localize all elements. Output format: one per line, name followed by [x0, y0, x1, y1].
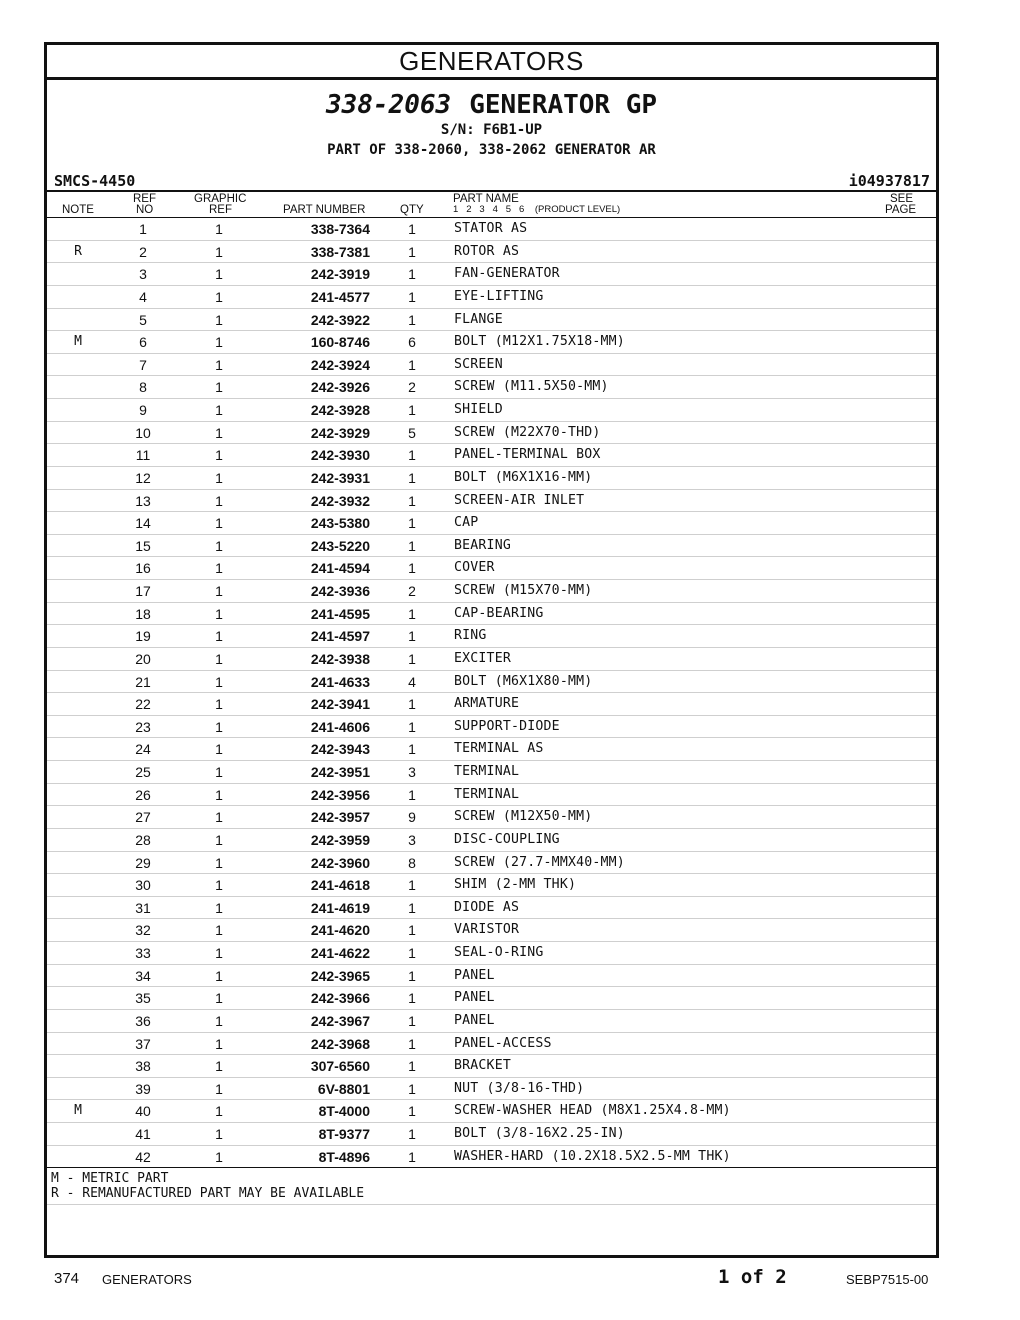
- table-row: [47, 263, 936, 286]
- graphic-ref: 1: [215, 831, 223, 848]
- table-row: [47, 603, 936, 626]
- graphic-ref: 1: [215, 492, 223, 509]
- ref-number: 12: [135, 469, 151, 486]
- quantity: 1: [408, 1035, 416, 1052]
- ref-number: 28: [135, 831, 151, 848]
- quantity: 1: [408, 922, 416, 939]
- table-row: [47, 490, 936, 513]
- table-row: [47, 806, 936, 829]
- ref-number: 15: [135, 537, 151, 554]
- quantity: 1: [408, 1058, 416, 1075]
- table-row: [47, 1123, 936, 1146]
- graphic-ref: 1: [215, 1012, 223, 1029]
- table-row: [47, 761, 936, 784]
- graphic-ref: 1: [215, 945, 223, 961]
- ref-number: 2: [139, 243, 147, 260]
- quantity: 1: [408, 1080, 416, 1097]
- part-number: 160-8746: [310, 334, 370, 351]
- part-name: FAN-GENERATOR: [454, 266, 560, 282]
- graphic-ref: 1: [215, 1103, 223, 1120]
- graphic-ref: 1: [215, 515, 223, 532]
- graphic-ref: 1: [215, 334, 223, 351]
- part-number: 241-4618: [310, 877, 370, 894]
- table-row: [47, 399, 936, 422]
- legend-metric: M - METRIC PART: [51, 1171, 169, 1187]
- part-number: 243-5220: [310, 537, 370, 554]
- quantity: 1: [408, 469, 416, 486]
- quantity: 8: [408, 854, 416, 871]
- part-name: CAP: [454, 515, 479, 531]
- ref-number: 7: [139, 356, 147, 373]
- graphic-ref: 1: [215, 1035, 223, 1052]
- quantity: 2: [408, 583, 416, 599]
- graphic-ref: 1: [215, 311, 223, 328]
- ref-number: 33: [135, 945, 151, 961]
- table-row: [47, 1146, 936, 1169]
- quantity: 1: [408, 1126, 416, 1142]
- table-row: [47, 897, 936, 920]
- graphic-ref: 1: [215, 741, 223, 758]
- ref-number: 27: [135, 809, 151, 826]
- page-footer: [0, 1264, 1020, 1294]
- parts-page-frame: [44, 42, 939, 1258]
- part-name: SCREW-WASHER HEAD (M8X1.25X4.8-MM): [454, 1103, 731, 1119]
- part-name: PANEL-TERMINAL BOX: [454, 447, 601, 463]
- ref-number: 10: [135, 424, 151, 441]
- part-name: COVER: [454, 560, 495, 576]
- graphic-ref: 1: [215, 718, 223, 735]
- part-name: BOLT (M6X1X80-MM): [454, 673, 593, 689]
- quantity: 1: [408, 537, 416, 554]
- quantity: 1: [408, 402, 416, 418]
- part-name: VARISTOR: [454, 922, 520, 938]
- part-name: CAP-BEARING: [454, 605, 544, 621]
- quantity: 1: [408, 605, 416, 622]
- part-name: TERMINAL AS: [454, 741, 544, 757]
- part-number: 242-3943: [310, 741, 370, 758]
- part-note: M: [74, 1103, 82, 1119]
- ref-number: 35: [135, 990, 151, 1007]
- part-name: SCREW (27.7-MMX40-MM): [454, 854, 625, 870]
- quantity: 1: [408, 945, 416, 961]
- part-number: 242-3936: [310, 583, 370, 599]
- part-name: PANEL: [454, 990, 495, 1006]
- graphic-ref: 1: [215, 583, 223, 599]
- part-name: SCREW (M22X70-THD): [454, 424, 601, 440]
- part-number: 338-7364: [310, 221, 370, 237]
- quantity: 9: [408, 809, 416, 826]
- part-number: 242-3966: [310, 990, 370, 1007]
- ref-number: 38: [135, 1058, 151, 1075]
- graphic-ref: 1: [215, 266, 223, 283]
- part-name: BEARING: [454, 537, 511, 553]
- table-row: [47, 738, 936, 761]
- table-row: [47, 852, 936, 875]
- quantity: 1: [408, 311, 416, 328]
- part-name: FLANGE: [454, 311, 503, 327]
- ref-number: 30: [135, 877, 151, 894]
- quantity: 5: [408, 424, 416, 441]
- graphic-ref: 1: [215, 922, 223, 939]
- ref-number: 37: [135, 1035, 151, 1052]
- part-note: M: [74, 334, 82, 350]
- ref-number: 42: [135, 1148, 151, 1165]
- table-row: [47, 693, 936, 716]
- part-name: BOLT (3/8-16X2.25-IN): [454, 1126, 625, 1141]
- table-row: [47, 1010, 936, 1033]
- table-row: [47, 286, 936, 309]
- part-number: 8T-4896: [318, 1148, 370, 1165]
- table-row: [47, 716, 936, 739]
- quantity: 3: [408, 764, 416, 780]
- table-row: [47, 467, 936, 490]
- part-name: DISC-COUPLING: [454, 831, 560, 847]
- graphic-ref: 1: [215, 854, 223, 871]
- table-row: [47, 535, 936, 558]
- header-part-number: PART NUMBER: [283, 204, 366, 216]
- group-title-block: [47, 80, 936, 160]
- quantity: 1: [408, 447, 416, 464]
- graphic-ref: 1: [215, 560, 223, 577]
- part-name: PANEL: [454, 1012, 495, 1028]
- table-row: [47, 1078, 936, 1101]
- graphic-ref: 1: [215, 1148, 223, 1165]
- part-number: 307-6560: [310, 1058, 370, 1075]
- graphic-ref: 1: [215, 221, 223, 237]
- table-row: [47, 354, 936, 377]
- part-name: RING: [454, 628, 487, 644]
- group-heading: [47, 90, 936, 120]
- footer-page-count: 1 of 2: [718, 1266, 787, 1288]
- graphic-ref: 1: [215, 967, 223, 984]
- part-number: 241-4597: [310, 628, 370, 645]
- table-row: [47, 874, 936, 897]
- section-title: GENERATORS: [47, 45, 936, 80]
- quantity: 1: [408, 741, 416, 758]
- ref-number: 32: [135, 922, 151, 939]
- footer-doc-number: SEBP7515-00: [846, 1272, 929, 1287]
- header-see-top: SEE: [890, 193, 914, 205]
- quantity: 2: [408, 379, 416, 396]
- quantity: 1: [408, 967, 416, 984]
- table-row: [47, 625, 936, 648]
- part-number: 241-4594: [310, 560, 370, 577]
- part-name: SHIM (2-MM THK): [454, 877, 577, 893]
- part-of-line: PART OF 338-2060, 338-2062 GENERATOR AR: [327, 142, 656, 158]
- quantity: 1: [408, 356, 416, 373]
- graphic-ref: 1: [215, 537, 223, 554]
- identifier-row: [47, 170, 936, 190]
- graphic-ref: 1: [215, 990, 223, 1007]
- graphic-ref: 1: [215, 288, 223, 305]
- ref-number: 26: [135, 786, 151, 803]
- part-number: 242-3941: [310, 696, 370, 713]
- part-name: PANEL-ACCESS: [454, 1035, 552, 1051]
- ref-number: 22: [135, 696, 151, 713]
- part-note: R: [74, 243, 82, 259]
- graphic-ref: 1: [215, 696, 223, 713]
- header-graphic-bottom: REF: [209, 204, 232, 216]
- part-name: SHIELD: [454, 402, 503, 417]
- part-number: 242-3959: [310, 831, 370, 848]
- quantity: 1: [408, 266, 416, 283]
- ref-number: 19: [135, 628, 151, 645]
- quantity: 6: [408, 334, 416, 351]
- table-row: [47, 829, 936, 852]
- part-number: 243-5380: [310, 515, 370, 532]
- ref-number: 1: [139, 221, 147, 237]
- table-row: [47, 648, 936, 671]
- quantity: 1: [408, 877, 416, 894]
- ref-number: 40: [135, 1103, 151, 1120]
- part-number: 241-4595: [310, 605, 370, 622]
- table-row: [47, 919, 936, 942]
- part-name: EYE-LIFTING: [454, 288, 544, 304]
- part-name: EXCITER: [454, 650, 511, 666]
- part-name: BRACKET: [454, 1058, 511, 1074]
- graphic-ref: 1: [215, 650, 223, 667]
- ref-number: 5: [139, 311, 147, 328]
- part-name: TERMINAL: [454, 764, 520, 779]
- ref-number: 24: [135, 741, 151, 758]
- footer-page-number: 374: [54, 1270, 80, 1287]
- table-row: [47, 331, 936, 354]
- ref-number: 21: [135, 673, 151, 690]
- ref-number: 17: [135, 583, 151, 599]
- legend-reman: R - REMANUFACTURED PART MAY BE AVAILABLE: [51, 1186, 365, 1202]
- graphic-ref: 1: [215, 1080, 223, 1097]
- graphic-ref: 1: [215, 877, 223, 894]
- ref-number: 31: [135, 899, 151, 916]
- table-row: [47, 512, 936, 535]
- table-row: [47, 557, 936, 580]
- quantity: 3: [408, 831, 416, 848]
- quantity: 1: [408, 990, 416, 1007]
- part-name: WASHER-HARD (10.2X18.5X2.5-MM THK): [454, 1148, 731, 1164]
- graphic-ref: 1: [215, 764, 223, 780]
- quantity: 1: [408, 515, 416, 532]
- table-row: [47, 1100, 936, 1123]
- ref-number: 3: [139, 266, 147, 283]
- part-number: 242-3928: [310, 402, 370, 418]
- illustration-id: i04937817: [848, 172, 930, 190]
- part-name: ROTOR AS: [454, 243, 520, 259]
- serial-number-line: S/N: F6B1-UP: [440, 122, 543, 138]
- part-number: 241-4620: [310, 922, 370, 939]
- quantity: 1: [408, 1103, 416, 1120]
- ref-number: 14: [135, 515, 151, 532]
- column-header: [47, 190, 936, 218]
- part-name: STATOR AS: [454, 221, 528, 236]
- part-name: BOLT (M12X1.75X18-MM): [454, 334, 625, 350]
- part-name: PANEL: [454, 967, 495, 983]
- part-name: SCREEN: [454, 356, 503, 372]
- parts-list: [47, 218, 936, 1168]
- notes-legend: [47, 1168, 936, 1205]
- group-name: GENERATOR GP: [469, 90, 658, 120]
- ref-number: 13: [135, 492, 151, 509]
- table-row: [47, 241, 936, 264]
- graphic-ref: 1: [215, 809, 223, 826]
- graphic-ref: 1: [215, 786, 223, 803]
- quantity: 1: [408, 1012, 416, 1029]
- part-number: 241-4619: [310, 899, 370, 916]
- ref-number: 20: [135, 650, 151, 667]
- part-number: 241-4577: [310, 288, 370, 305]
- part-number: 242-3926: [310, 379, 370, 396]
- quantity: 1: [408, 696, 416, 713]
- ref-number: 25: [135, 764, 151, 780]
- quantity: 1: [408, 650, 416, 667]
- quantity: 4: [408, 673, 416, 690]
- part-name: SCREW (M15X70-MM): [454, 583, 593, 598]
- table-row: [47, 376, 936, 399]
- header-see-bottom: PAGE: [885, 204, 917, 216]
- part-number: 8T-4000: [318, 1103, 370, 1120]
- part-name: SUPPORT-DIODE: [454, 718, 560, 734]
- ref-number: 34: [135, 967, 151, 984]
- smcs-code: SMCS-4450: [54, 172, 136, 190]
- ref-number: 36: [135, 1012, 151, 1029]
- part-number: 242-3932: [310, 492, 370, 509]
- ref-number: 39: [135, 1080, 151, 1097]
- table-row: [47, 987, 936, 1010]
- quantity: 1: [408, 899, 416, 916]
- graphic-ref: 1: [215, 447, 223, 464]
- part-number: 242-3919: [310, 266, 370, 283]
- part-number: 242-3967: [310, 1012, 370, 1029]
- ref-number: 6: [139, 334, 147, 351]
- graphic-ref: 1: [215, 1126, 223, 1142]
- part-number: 242-3951: [310, 764, 370, 780]
- table-row: [47, 1055, 936, 1078]
- graphic-ref: 1: [215, 402, 223, 418]
- part-name: DIODE AS: [454, 899, 520, 915]
- part-number: 242-3922: [310, 311, 370, 328]
- table-row: [47, 671, 936, 694]
- part-number: 242-3929: [310, 424, 370, 441]
- part-number: 242-3930: [310, 447, 370, 464]
- part-number: 8T-9377: [318, 1126, 370, 1142]
- graphic-ref: 1: [215, 605, 223, 622]
- table-row: [47, 580, 936, 603]
- part-name: ARMATURE: [454, 696, 520, 712]
- quantity: 1: [408, 243, 416, 260]
- graphic-ref: 1: [215, 1058, 223, 1075]
- ref-number: 41: [135, 1126, 151, 1142]
- part-number: 242-3957: [310, 809, 370, 826]
- graphic-ref: 1: [215, 379, 223, 396]
- ref-number: 8: [139, 379, 147, 396]
- table-row: [47, 784, 936, 807]
- table-row: [47, 942, 936, 965]
- quantity: 1: [408, 492, 416, 509]
- graphic-ref: 1: [215, 469, 223, 486]
- part-name: SCREW (M11.5X50-MM): [454, 379, 609, 395]
- table-row: [47, 218, 936, 241]
- part-name: SEAL-O-RING: [454, 945, 544, 960]
- table-row: [47, 309, 936, 332]
- table-row: [47, 965, 936, 988]
- ref-number: 11: [135, 447, 151, 464]
- part-number: 241-4622: [310, 945, 370, 961]
- quantity: 1: [408, 288, 416, 305]
- table-row: [47, 1033, 936, 1056]
- table-row: [47, 444, 936, 467]
- footer-section: GENERATORS: [102, 1272, 192, 1287]
- part-number: 338-7381: [310, 243, 370, 260]
- graphic-ref: 1: [215, 628, 223, 645]
- part-number: 242-3960: [310, 854, 370, 871]
- part-number: 242-3924: [310, 356, 370, 373]
- group-number: 338-2063: [325, 90, 452, 120]
- header-ref-top: REF: [133, 193, 156, 205]
- ref-number: 9: [139, 402, 147, 418]
- quantity: 1: [408, 786, 416, 803]
- part-name: SCREW (M12X50-MM): [454, 809, 593, 825]
- ref-number: 18: [135, 605, 151, 622]
- part-number: 242-3938: [310, 650, 370, 667]
- part-number: 242-3965: [310, 967, 370, 984]
- part-name: NUT (3/8-16-THD): [454, 1080, 585, 1096]
- graphic-ref: 1: [215, 673, 223, 690]
- quantity: 1: [408, 560, 416, 577]
- part-number: 242-3956: [310, 786, 370, 803]
- header-graphic-top: GRAPHIC: [194, 193, 247, 205]
- ref-number: 4: [139, 288, 147, 305]
- header-part-name: PART NAME: [453, 193, 519, 205]
- part-name: BOLT (M6X1X16-MM): [454, 469, 593, 485]
- ref-number: 29: [135, 854, 151, 871]
- part-number: 241-4633: [310, 673, 370, 690]
- graphic-ref: 1: [215, 356, 223, 373]
- part-number: 242-3968: [310, 1035, 370, 1052]
- quantity: 1: [408, 628, 416, 645]
- graphic-ref: 1: [215, 424, 223, 441]
- ref-number: 23: [135, 718, 151, 735]
- part-name: TERMINAL: [454, 786, 520, 802]
- quantity: 1: [408, 221, 416, 237]
- quantity: 1: [408, 1148, 416, 1165]
- header-product-level: 1 2 3 4 5 6 (PRODUCT LEVEL): [453, 204, 621, 215]
- table-row: [47, 422, 936, 445]
- part-name: SCREEN-AIR INLET: [454, 492, 585, 508]
- part-number: 6V-8801: [317, 1080, 370, 1097]
- graphic-ref: 1: [215, 243, 223, 260]
- part-number: 242-3931: [310, 469, 370, 486]
- quantity: 1: [408, 718, 416, 735]
- header-qty: QTY: [400, 204, 424, 216]
- ref-number: 16: [135, 560, 151, 577]
- header-note: NOTE: [62, 204, 94, 216]
- part-number: 241-4606: [310, 718, 370, 735]
- graphic-ref: 1: [215, 899, 223, 916]
- header-ref-bottom: NO: [136, 204, 154, 216]
